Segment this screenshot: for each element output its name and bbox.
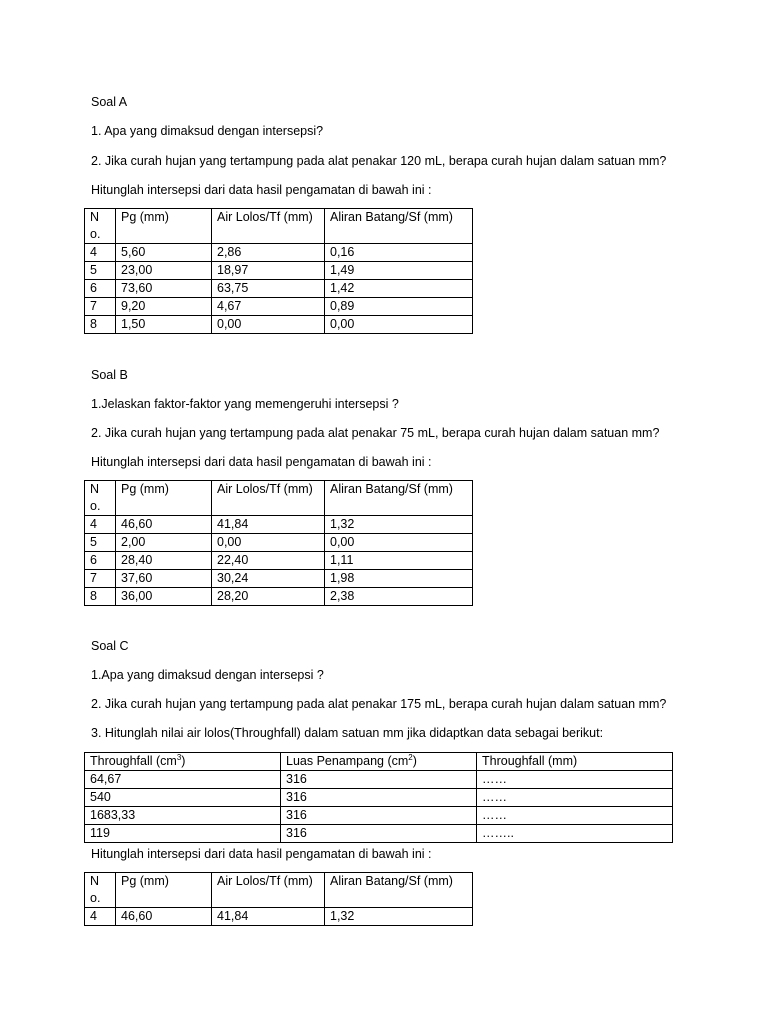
header-cell-pg: Pg (mm) (116, 209, 212, 244)
soal-c-heading: Soal C (91, 639, 129, 653)
table-cell: 1,11 (325, 552, 473, 570)
table-row (85, 807, 673, 825)
table-header-row (85, 873, 473, 908)
header-cell-pg: Pg (mm) (116, 873, 212, 908)
table-cell: 6 (85, 552, 116, 570)
table-cell: 28,20 (212, 588, 325, 606)
table-cell: 73,60 (116, 280, 212, 298)
table-cell: 23,00 (116, 262, 212, 280)
table-cell: 1,49 (325, 262, 473, 280)
header-cell-sf: Aliran Batang/Sf (mm) (325, 873, 473, 908)
table-row (85, 552, 473, 570)
table-cell: 9,20 (116, 298, 212, 316)
table-cell: 2,00 (116, 534, 212, 552)
soal-b-observation-table (84, 480, 473, 606)
table-cell: 0,00 (325, 534, 473, 552)
table-cell: 316 (281, 771, 477, 789)
table-cell: 64,67 (85, 771, 281, 789)
table-cell: 1,32 (325, 516, 473, 534)
table-cell: 8 (85, 588, 116, 606)
table-cell: …… (477, 789, 673, 807)
table-cell: 46,60 (116, 516, 212, 534)
table-cell: 5 (85, 534, 116, 552)
table-cell: 4 (85, 244, 116, 262)
header-cell-tf: Air Lolos/Tf (mm) (212, 209, 325, 244)
table-cell: 0,89 (325, 298, 473, 316)
table-row (85, 262, 473, 280)
throughfall-table (84, 752, 673, 843)
table-cell: 7 (85, 298, 116, 316)
header-cell-luas-penampang: Luas Penampang $(cm^2)$ (281, 753, 477, 771)
soal-c-observation-table (84, 872, 473, 926)
table-cell: 46,60 (116, 908, 212, 926)
table-row (85, 908, 473, 926)
header-cell-sf: Aliran Batang/Sf (mm) (325, 481, 473, 516)
table-cell: 63,75 (212, 280, 325, 298)
table-cell: 5,60 (116, 244, 212, 262)
soal-b-question-1: 1.Jelaskan faktor-faktor yang memengeruhi intersepsi ? (91, 397, 399, 411)
header-cell-no: No. (85, 209, 116, 244)
soal-c-question-3: 3. Hitunglah nilai air lolos(Throughfall) dalam satuan mm jika didaptkan data sebagai berikut: (91, 726, 604, 740)
table-cell: 1683,33 (85, 807, 281, 825)
header-cell-no: No. (85, 873, 116, 908)
table-cell: 41,84 (212, 908, 325, 926)
table-row (85, 789, 673, 807)
table-cell: 4,67 (212, 298, 325, 316)
table-cell: 0,16 (325, 244, 473, 262)
table-row (85, 280, 473, 298)
table-cell: 540 (85, 789, 281, 807)
table-cell: 41,84 (212, 516, 325, 534)
table-cell: 316 (281, 789, 477, 807)
soal-b-heading: Soal B (91, 368, 128, 382)
table-cell: 1,42 (325, 280, 473, 298)
header-cell-throughfall-cm3: Throughfall $(cm^3)$ (85, 753, 281, 771)
table-cell: …….. (477, 825, 673, 843)
table-cell: 28,40 (116, 552, 212, 570)
table-cell: 2,38 (325, 588, 473, 606)
header-cell-sf: Aliran Batang/Sf (mm) (325, 209, 473, 244)
table-cell: 22,40 (212, 552, 325, 570)
table-header-row (85, 753, 673, 771)
table-cell: 316 (281, 807, 477, 825)
table-cell: 0,00 (212, 534, 325, 552)
soal-a-heading: Soal A (91, 95, 128, 109)
table-cell: 36,00 (116, 588, 212, 606)
table-row (85, 316, 473, 334)
table-row (85, 570, 473, 588)
table-cell: …… (477, 771, 673, 789)
header-cell-tf: Air Lolos/Tf (mm) (212, 481, 325, 516)
soal-c-question-2: 2. Jika curah hujan yang tertampung pada alat penakar 175 mL, berapa curah hujan dalam satuan mm? (91, 697, 667, 711)
table-cell: 1,32 (325, 908, 473, 926)
table-cell: 7 (85, 570, 116, 588)
table-row (85, 516, 473, 534)
table-cell: 0,00 (325, 316, 473, 334)
table-cell: 30,24 (212, 570, 325, 588)
header-cell-pg: Pg (mm) (116, 481, 212, 516)
table-row (85, 244, 473, 262)
table-cell: 119 (85, 825, 281, 843)
header-cell-no: No. (85, 481, 116, 516)
table-row (85, 298, 473, 316)
soal-b-question-2: 2. Jika curah hujan yang tertampung pada alat penakar 75 mL, berapa curah hujan dalam satuan mm? (91, 426, 660, 440)
table-cell: 1,98 (325, 570, 473, 588)
table-cell: 0,00 (212, 316, 325, 334)
table-row (85, 588, 473, 606)
table-cell: 2,86 (212, 244, 325, 262)
table-cell: 316 (281, 825, 477, 843)
table-row (85, 825, 673, 843)
table-header-row (85, 209, 473, 244)
table-header-row (85, 481, 473, 516)
soal-c-instruction: Hitunglah intersepsi dari data hasil pengamatan di bawah ini : (91, 847, 432, 861)
header-cell-throughfall-mm: Throughfall (mm) (477, 753, 673, 771)
table-cell: 5 (85, 262, 116, 280)
table-cell: 37,60 (116, 570, 212, 588)
table-cell: 4 (85, 908, 116, 926)
soal-b-instruction: Hitunglah intersepsi dari data hasil pengamatan di bawah ini : (91, 455, 432, 469)
table-cell: 18,97 (212, 262, 325, 280)
table-cell: 8 (85, 316, 116, 334)
table-cell: 4 (85, 516, 116, 534)
table-row (85, 534, 473, 552)
table-cell: …… (477, 807, 673, 825)
soal-a-question-1: 1. Apa yang dimaksud dengan intersepsi? (91, 124, 324, 138)
table-cell: 6 (85, 280, 116, 298)
table-cell: 1,50 (116, 316, 212, 334)
header-cell-tf: Air Lolos/Tf (mm) (212, 873, 325, 908)
soal-a-instruction: Hitunglah intersepsi dari data hasil pengamatan di bawah ini : (91, 183, 432, 197)
table-row (85, 771, 673, 789)
soal-a-question-2: 2. Jika curah hujan yang tertampung pada alat penakar 120 mL, berapa curah hujan dalam satuan mm? (91, 154, 667, 168)
soal-c-question-1: 1.Apa yang dimaksud dengan intersepsi ? (91, 668, 324, 682)
soal-a-observation-table (84, 208, 473, 334)
